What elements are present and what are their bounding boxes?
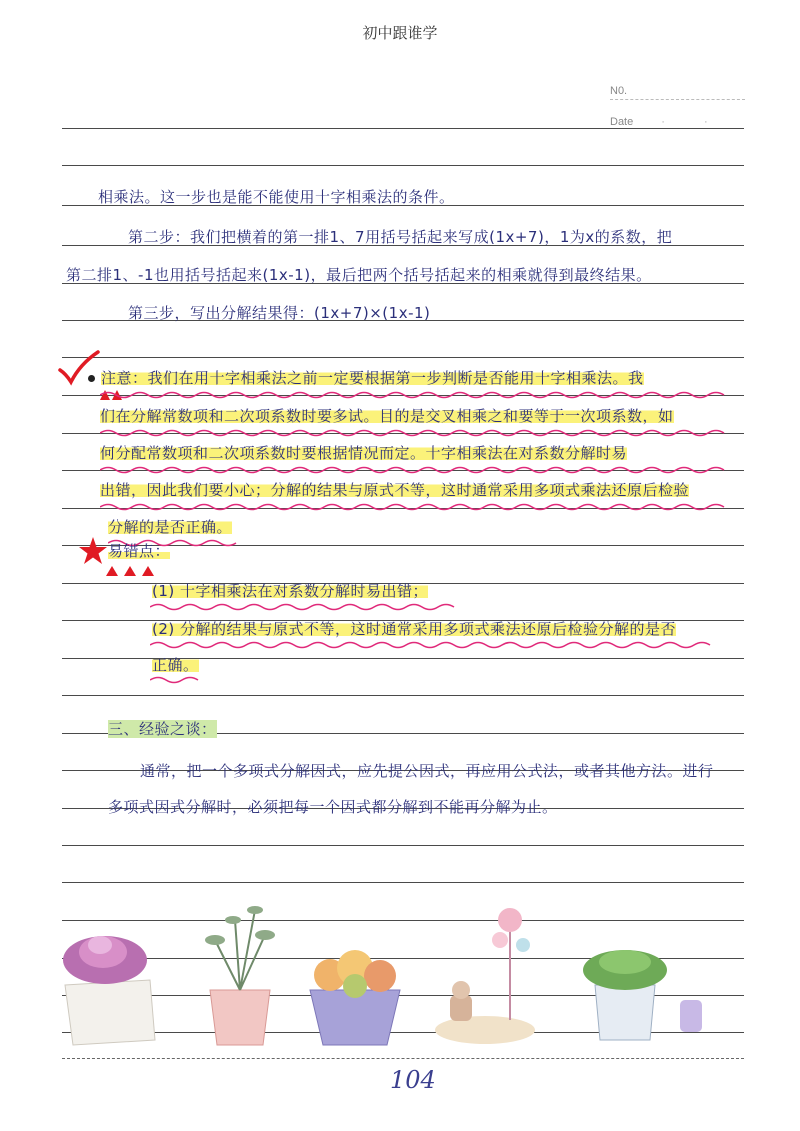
note-text: 出错，因此我们要小心；分解的结果与原式不等，这时通常采用多项式乘法还原后检验 [100, 481, 690, 499]
no-field [610, 78, 745, 100]
body-line: 第二步：我们把横着的第一排1、7用括号括起来写成(1x+7)，1为x的系数，把 [128, 228, 673, 246]
pink-wave-underline [100, 465, 730, 475]
note-line [100, 442, 627, 463]
mistake-item-text: (1) 十字相乘法在对系数分解时易出错； [152, 582, 429, 600]
mistake-item-text: (2) 分解的结果与原式不等，这时通常采用多项式乘法还原后检验分解的是否 [152, 620, 677, 638]
note-line [100, 479, 689, 500]
pink-wave-underline [150, 602, 470, 612]
date-dots: · · [661, 116, 726, 128]
mistake-item [152, 580, 428, 601]
bullet-icon [88, 375, 95, 382]
mistakes-title-text: 易错点： [108, 542, 171, 560]
body-line: 第二排1、-1也用括号括起来(1x-1)，最后把两个括号括起来的相乘就得到最终结果。 [66, 266, 652, 284]
red-triangle-icon [106, 565, 158, 577]
ruled-line [62, 165, 744, 166]
summary-line: 通常，把一个多项式分解因式，应先提公因式，再应用公式法，或者其他方法。进行 [140, 762, 714, 780]
page-header-title: 初中跟谁学 [362, 24, 438, 42]
page-number: 104 [390, 1066, 436, 1094]
mistake-item-text: 正确。 [152, 656, 199, 674]
note-text: 何分配常数项和二次项系数时要根据情况而定。十字相乘法在对系数分解时易 [100, 444, 628, 462]
date-label: Date [610, 116, 634, 128]
pink-wave-underline [100, 502, 730, 512]
ruled-line [62, 357, 744, 358]
succulent-illustrations [55, 890, 745, 1060]
flower-garden-icon [435, 908, 535, 1044]
body-line: 第三步，写出分解结果得：(1x+7)×(1x-1) [128, 304, 431, 322]
no-label: N0. [610, 85, 628, 97]
orange-succulent-bowl-icon [310, 950, 400, 1045]
summary-line: 多项式因式分解时，必须把每一个因式都分解到不能再分解为止。 [108, 798, 558, 816]
mistake-item [152, 618, 676, 639]
note-text: 分解的是否正确。 [108, 518, 233, 536]
note-line [100, 405, 674, 426]
tall-plant-pink-pot-icon [205, 906, 275, 1045]
ruled-line [62, 845, 744, 846]
pink-wave-underline [100, 390, 730, 400]
pink-wave-underline [150, 675, 210, 685]
ruled-line [62, 128, 744, 129]
summary-title-text: 三、经验之谈： [108, 720, 217, 738]
triangle-marks [106, 562, 158, 581]
note-text: 注意：我们在用十字相乘法之前一定要根据第一步判断是否能用十字相乘法。我 [101, 369, 644, 387]
page-meta [610, 78, 745, 130]
mistake-item [152, 654, 199, 675]
summary-title [108, 718, 217, 739]
green-succulent-pot-icon [583, 950, 702, 1040]
note-line [88, 367, 644, 388]
ruled-line [62, 882, 744, 883]
note-text: 们在分解常数项和二次项系数时要多试。目的是交叉相乘之和要等于一次项系数，如 [100, 407, 674, 425]
pink-wave-underline [150, 640, 720, 650]
pink-wave-underline [100, 428, 730, 438]
date-field [610, 108, 745, 130]
ruled-line [62, 695, 744, 696]
red-star-icon [78, 536, 108, 566]
note-line [108, 516, 232, 537]
purple-succulent-pot-icon [63, 936, 155, 1045]
mistakes-title [108, 540, 170, 561]
body-line: 相乘法。这一步也是能不能使用十字相乘法的条件。 [98, 188, 455, 206]
